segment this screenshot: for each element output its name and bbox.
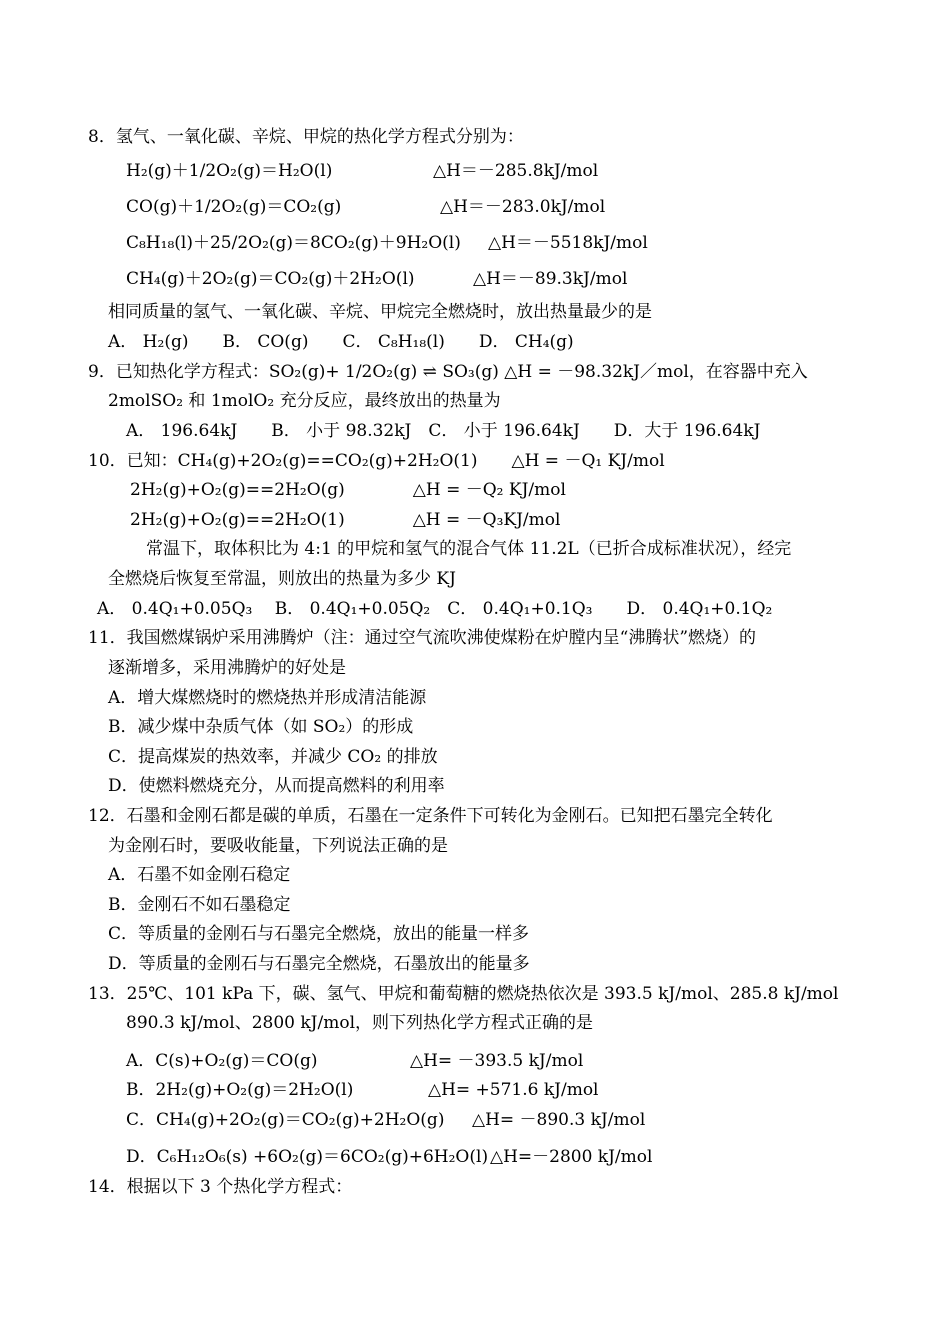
q8-options: A． H₂(g) B． CO(g) C． C₈H₁₈(l) D． CH₄(g) [108,332,574,352]
q13-option-d-dh: △H=－2800 kJ/mol [490,1147,653,1167]
q13-line1: 13．25℃、101 kPa 下，碳、氢气、甲烷和葡萄糖的燃烧热依次是 393.5 kJ/mol、285.8 kJ/mol [88,984,839,1004]
q13-option-c-dh: △H= －890.3 kJ/mol [472,1110,646,1130]
q13-option-c-eq: C．CH₄(g)+2O₂(g)＝CO₂(g)+2H₂O(g) [126,1110,445,1130]
q8-eq1: H₂(g)＋1/2O₂(g)＝H₂O(l) [126,161,333,181]
q11-option-c: C．提高煤炭的热效率，并减少 CO₂ 的排放 [108,747,438,767]
q14-stem: 14．根据以下 3 个热化学方程式： [88,1177,353,1197]
q11-option-a: A．增大煤燃烧时的燃烧热并形成清洁能源 [108,688,427,708]
q10-options: A． 0.4Q₁+0.05Q₃ B． 0.4Q₁+0.05Q₂ C． 0.4Q₁+0.1Q₃ D． 0.4Q₁+0.1Q₂ [97,599,773,619]
q8-dh4: △H＝－89.3kJ/mol [473,269,628,289]
q11-option-d: D．使燃料燃烧充分，从而提高燃料的利用率 [108,776,445,796]
q10-line3: 2H₂(g)+O₂(g)==2H₂O(1) △H = －Q₃KJ/mol [130,510,561,530]
q12-option-b: B．金刚石不如石墨稳定 [108,895,291,915]
q9-line1: 9．已知热化学方程式：SO₂(g)+ 1/2O₂(g) ⇌ SO₃(g) △H = －98.32kJ／mol，在容器中充入 [88,362,808,382]
q8-eq4: CH₄(g)＋2O₂(g)＝CO₂(g)＋2H₂O(l) [126,269,415,289]
q9-options: A． 196.64kJ B． 小于 98.32kJ C． 小于 196.64kJ D．大于 196.64kJ [126,421,761,441]
q12-line2: 为金刚石时，要吸收能量，下列说法正确的是 [108,836,448,856]
q13-option-a-eq: A．C(s)+O₂(g)＝CO(g) [126,1051,318,1071]
q12-option-a: A．石墨不如金刚石稳定 [108,865,291,885]
q8-eq2: CO(g)＋1/2O₂(g)＝CO₂(g) [126,197,342,217]
q13-line2: 890.3 kJ/mol、2800 kJ/mol，则下列热化学方程式正确的是 [126,1013,594,1033]
q8-stem: 8．氢气、一氧化碳、辛烷、甲烷的热化学方程式分别为： [88,127,524,147]
q8-dh1: △H＝－285.8kJ/mol [433,161,599,181]
q8-eq3: C₈H₁₈(l)＋25/2O₂(g)＝8CO₂(g)＋9H₂O(l) [126,233,461,253]
q8-dh3: △H＝－5518kJ/mol [488,233,648,253]
q12-option-c: C．等质量的金刚石与石墨完全燃烧，放出的能量一样多 [108,924,530,944]
q11-line2: 逐渐增多，采用沸腾炉的好处是 [108,658,346,678]
q11-line1: 11．我国燃煤锅炉采用沸腾炉（注：通过空气流吹沸使煤粉在炉膛内呈“沸腾状”燃烧）的 [88,628,757,648]
q11-option-b: B．减少煤中杂质气体（如 SO₂）的形成 [108,717,414,737]
q13-option-d-eq: D．C₆H₁₂O₆(s) +6O₂(g)＝6CO₂(g)+6H₂O(l) [126,1147,489,1167]
q9-line2: 2molSO₂ 和 1molO₂ 充分反应，最终放出的热量为 [108,391,501,411]
q13-option-a-dh: △H= －393.5 kJ/mol [410,1051,584,1071]
q10-line5: 全燃烧后恢复至常温，则放出的热量为多少 KJ [108,569,456,589]
q8-question: 相同质量的氢气、一氧化碳、辛烷、甲烷完全燃烧时，放出热量最少的是 [108,302,652,322]
q10-line2: 2H₂(g)+O₂(g)==2H₂O(g) △H = －Q₂ KJ/mol [130,480,566,500]
q8-dh2: △H＝－283.0kJ/mol [440,197,606,217]
q10-line1: 10．已知：CH₄(g)+2O₂(g)==CO₂(g)+2H₂O(1) △H = －Q₁ KJ/mol [88,451,665,471]
q12-line1: 12．石墨和金刚石都是碳的单质，石墨在一定条件下可转化为金刚石。已知把石墨完全转化 [88,806,773,826]
q12-option-d: D．等质量的金刚石与石墨完全燃烧，石墨放出的能量多 [108,954,530,974]
q10-line4: 常温下，取体积比为 4:1 的甲烷和氢气的混合气体 11.2L（已折合成标准状况），经完 [146,539,792,559]
q13-option-b-dh: △H= +571.6 kJ/mol [428,1080,599,1100]
q13-option-b-eq: B．2H₂(g)+O₂(g)＝2H₂O(l) [126,1080,354,1100]
